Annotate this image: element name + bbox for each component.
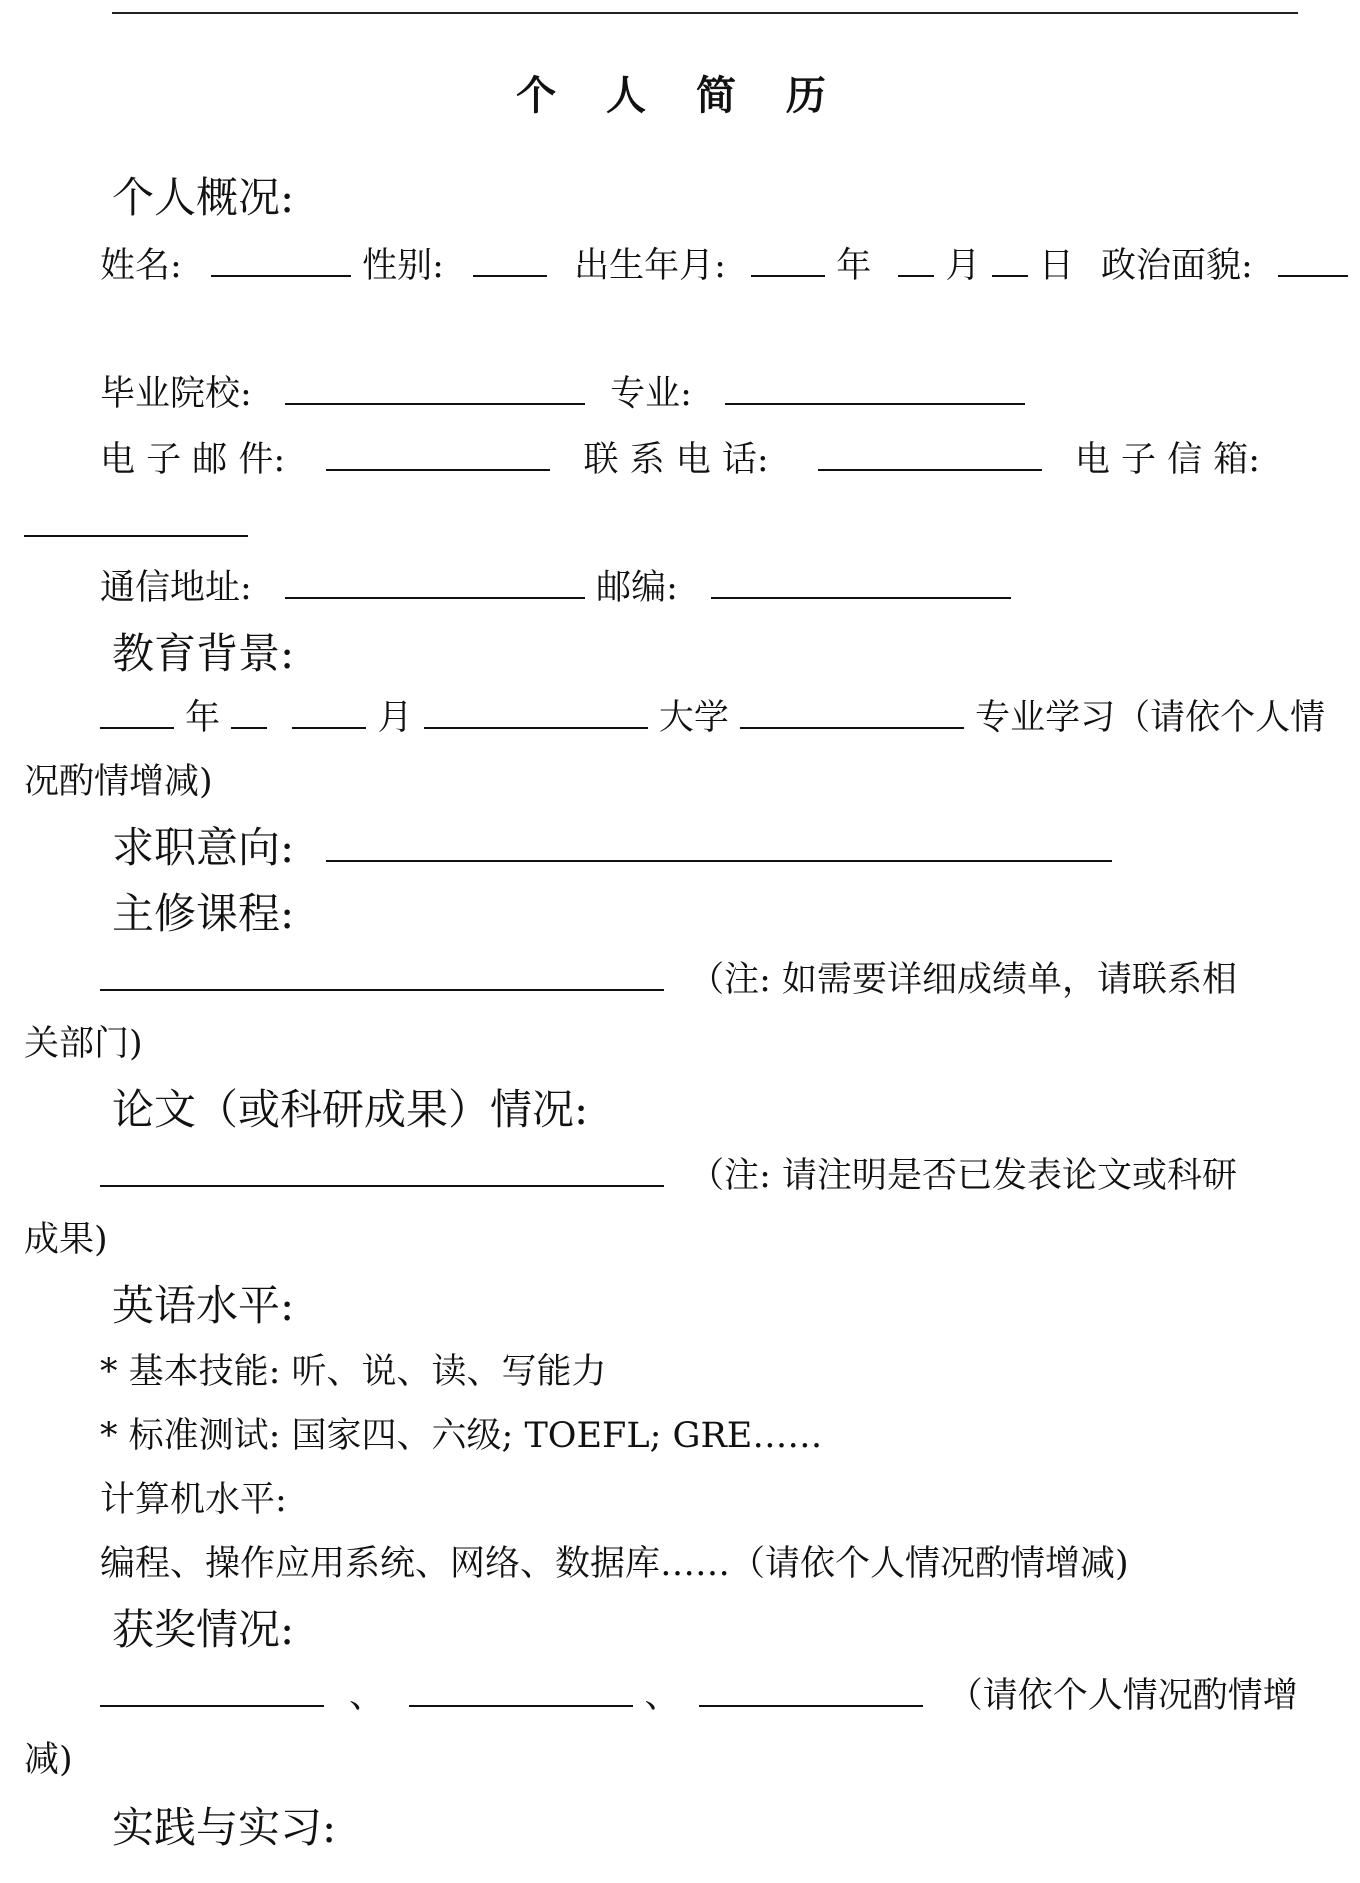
awards-note-cont: 减) [24, 1740, 73, 1780]
papers-row [100, 1152, 1237, 1200]
section-heading-education: 教育背景: [112, 629, 295, 678]
award-blank-2[interactable] [409, 1675, 633, 1707]
papers-note-cont: 成果) [24, 1220, 108, 1260]
name-label: 姓名: [100, 246, 182, 286]
section-heading-job-intent: 求职意向: [112, 823, 295, 872]
edu-year-extra-blank[interactable] [231, 697, 267, 729]
birth-label: 出生年月: [574, 246, 726, 286]
courses-note-cont: 关部门) [24, 1024, 143, 1064]
birth-month-blank[interactable] [898, 245, 934, 277]
name-blank[interactable] [211, 245, 351, 277]
section-heading-practice: 实践与实习: [112, 1803, 337, 1852]
courses-blank[interactable] [100, 959, 664, 991]
award-blank-3[interactable] [699, 1675, 923, 1707]
email-blank[interactable] [326, 439, 550, 471]
phone-blank[interactable] [818, 439, 1042, 471]
personal-info-row-2 [100, 370, 1025, 418]
major-label: 专业: [610, 374, 692, 414]
awards-note: （请依个人情况酌情增 [947, 1676, 1298, 1716]
courses-row [100, 956, 1237, 1004]
edu-month-unit: 月 [377, 698, 413, 738]
award-blank-1[interactable] [100, 1675, 324, 1707]
personal-info-row-3 [100, 436, 1260, 484]
english-item-test: * 标准测试: 国家四、六级; TOEFL; GRE…… [100, 1416, 823, 1456]
mailbox-label: 电 子 信 箱: [1074, 440, 1261, 480]
education-note-cont: 况酌情增减) [24, 762, 213, 802]
edu-year-blank[interactable] [100, 697, 174, 729]
birth-year-unit: 年 [836, 246, 872, 286]
papers-blank[interactable] [100, 1155, 664, 1187]
section-heading-computer: 计算机水平: [100, 1480, 287, 1520]
mailbox-continuation [24, 502, 248, 550]
zip-blank[interactable] [711, 567, 1011, 599]
mailbox-blank[interactable] [24, 505, 248, 537]
page-title: 个 人 简 历 [516, 72, 844, 119]
politics-blank[interactable] [1278, 245, 1348, 277]
zip-label: 邮编: [596, 568, 678, 608]
awards-row [100, 1672, 1298, 1720]
edu-year-unit: 年 [185, 698, 221, 738]
english-item-basic: * 基本技能: 听、说、读、写能力 [100, 1352, 607, 1392]
award-separator-2: 、 [644, 1676, 680, 1716]
education-row [100, 694, 1325, 742]
email-label: 电 子 邮 件: [100, 440, 286, 480]
job-intent-blank[interactable] [326, 822, 1112, 862]
section-heading-english: 英语水平: [112, 1281, 295, 1330]
school-blank[interactable] [285, 373, 585, 405]
gender-label: 性别: [362, 246, 444, 286]
top-rule [112, 12, 1298, 14]
address-label: 通信地址: [100, 568, 252, 608]
edu-study-label: 专业学习（请依个人情 [975, 698, 1326, 738]
politics-label: 政治面貌: [1100, 246, 1253, 286]
section-heading-papers: 论文（或科研成果）情况: [112, 1085, 589, 1134]
edu-month-blank[interactable] [292, 697, 366, 729]
birth-month-unit: 月 [945, 246, 981, 286]
papers-note: （注: 请注明是否已发表论文或科研 [689, 1156, 1238, 1196]
university-blank[interactable] [424, 697, 648, 729]
edu-major-blank[interactable] [740, 697, 964, 729]
phone-label: 联 系 电 话: [583, 440, 769, 480]
personal-info-row-4 [100, 564, 1011, 612]
section-heading-awards: 获奖情况: [112, 1605, 295, 1654]
section-heading-profile: 个人概况: [112, 173, 295, 222]
major-blank[interactable] [725, 373, 1025, 405]
birth-year-blank[interactable] [751, 245, 825, 277]
computer-detail: 编程、操作应用系统、网络、数据库……（请依个人情况酌情增减) [100, 1544, 1129, 1584]
university-label: 大学 [658, 698, 729, 738]
school-label: 毕业院校: [100, 374, 252, 414]
birth-day-blank[interactable] [992, 245, 1028, 277]
address-blank[interactable] [285, 567, 585, 599]
personal-info-row-1 [100, 242, 1348, 290]
job-intent-row [112, 820, 1112, 876]
courses-note: （注: 如需要详细成绩单，请联系相 [689, 960, 1238, 1000]
award-separator-1: 、 [349, 1676, 385, 1716]
section-heading-courses: 主修课程: [112, 889, 295, 938]
gender-blank[interactable] [473, 245, 547, 277]
birth-day-unit: 日 [1038, 246, 1074, 286]
